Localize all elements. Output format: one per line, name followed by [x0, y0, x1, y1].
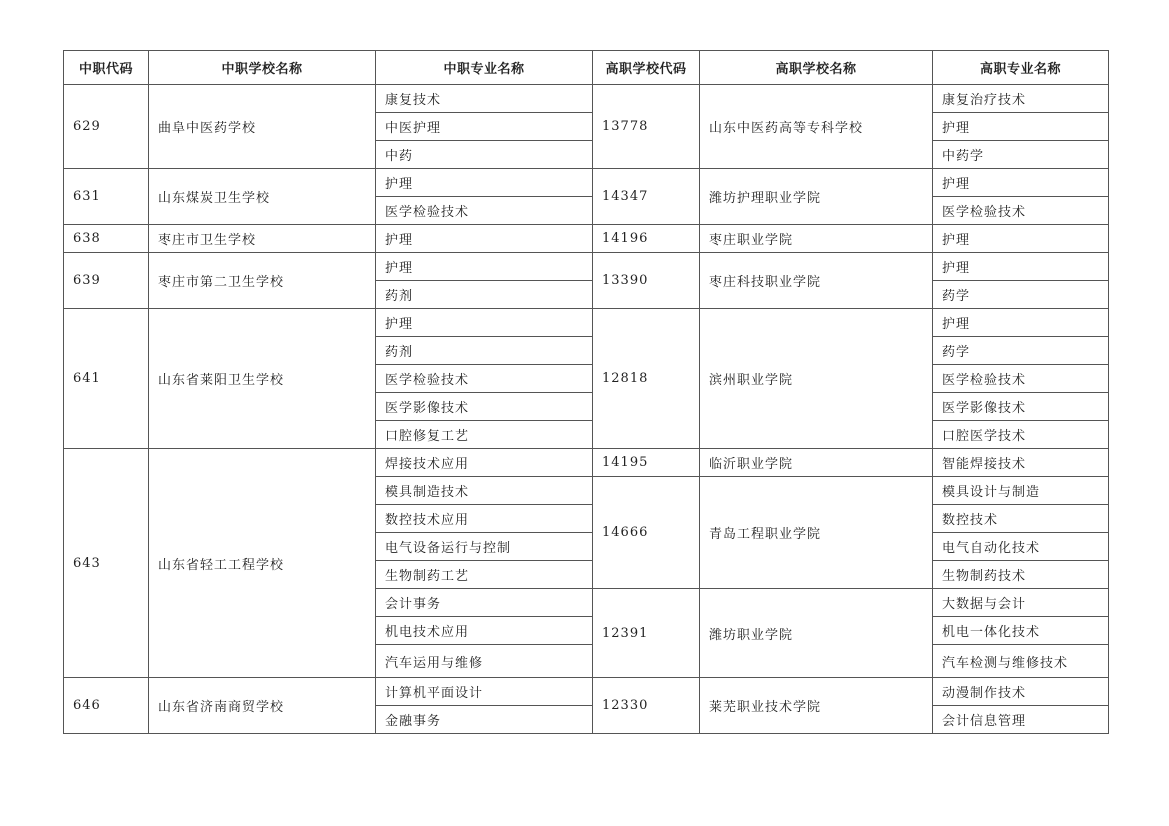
- secondary-major-cell: 口腔修复工艺: [376, 421, 593, 449]
- higher-major-cell: 护理: [933, 253, 1109, 281]
- higher-major-cell: 模具设计与制造: [933, 477, 1109, 505]
- secondary-school-cell: 山东省轻工工程学校: [149, 449, 376, 678]
- higher-school-cell: 莱芜职业技术学院: [700, 678, 933, 734]
- higher-school-cell: 山东中医药高等专科学校: [700, 85, 933, 169]
- higher-major-cell: 护理: [933, 309, 1109, 337]
- higher-major-cell: 智能焊接技术: [933, 449, 1109, 477]
- higher-major-cell: 电气自动化技术: [933, 533, 1109, 561]
- header-row: [64, 51, 1109, 85]
- secondary-major-cell: 护理: [376, 253, 593, 281]
- higher-major-cell: 医学影像技术: [933, 393, 1109, 421]
- higher-major-cell: 机电一体化技术: [933, 617, 1109, 645]
- header-higher-major: 高职专业名称: [933, 51, 1109, 85]
- higher-major-cell: 药学: [933, 281, 1109, 309]
- table-row: [64, 678, 1109, 706]
- secondary-code-cell: 639: [64, 253, 149, 309]
- higher-major-cell: 康复治疗技术: [933, 85, 1109, 113]
- table-row: [64, 309, 1109, 337]
- table-body: [64, 85, 1109, 734]
- higher-major-cell: 会计信息管理: [933, 706, 1109, 734]
- secondary-major-cell: 医学检验技术: [376, 365, 593, 393]
- higher-major-cell: 汽车检测与维修技术: [933, 645, 1109, 678]
- higher-major-cell: 药学: [933, 337, 1109, 365]
- higher-school-cell: 临沂职业学院: [700, 449, 933, 477]
- higher-major-cell: 医学检验技术: [933, 365, 1109, 393]
- higher-code-cell: 13778: [593, 85, 700, 169]
- articulation-table: [63, 50, 1109, 734]
- higher-school-cell: 滨州职业学院: [700, 309, 933, 449]
- higher-school-cell: 青岛工程职业学院: [700, 477, 933, 589]
- table-row: [64, 225, 1109, 253]
- secondary-major-cell: 会计事务: [376, 589, 593, 617]
- higher-major-cell: 护理: [933, 113, 1109, 141]
- secondary-major-cell: 中医护理: [376, 113, 593, 141]
- higher-school-cell: 潍坊职业学院: [700, 589, 933, 678]
- secondary-code-cell: 646: [64, 678, 149, 734]
- secondary-code-cell: 629: [64, 85, 149, 169]
- secondary-school-cell: 枣庄市第二卫生学校: [149, 253, 376, 309]
- higher-code-cell: 14666: [593, 477, 700, 589]
- higher-school-cell: 枣庄职业学院: [700, 225, 933, 253]
- table-row: [64, 253, 1109, 281]
- secondary-major-cell: 护理: [376, 309, 593, 337]
- secondary-major-cell: 药剂: [376, 337, 593, 365]
- higher-code-cell: 14196: [593, 225, 700, 253]
- higher-major-cell: 口腔医学技术: [933, 421, 1109, 449]
- higher-major-cell: 护理: [933, 169, 1109, 197]
- higher-code-cell: 13390: [593, 253, 700, 309]
- secondary-major-cell: 生物制药工艺: [376, 561, 593, 589]
- higher-code-cell: 14347: [593, 169, 700, 225]
- header-higher-code: 高职学校代码: [593, 51, 700, 85]
- secondary-major-cell: 计算机平面设计: [376, 678, 593, 706]
- secondary-code-cell: 638: [64, 225, 149, 253]
- header-secondary-school: 中职学校名称: [149, 51, 376, 85]
- secondary-major-cell: 汽车运用与维修: [376, 645, 593, 678]
- higher-major-cell: 大数据与会计: [933, 589, 1109, 617]
- higher-major-cell: 动漫制作技术: [933, 678, 1109, 706]
- secondary-major-cell: 模具制造技术: [376, 477, 593, 505]
- secondary-code-cell: 643: [64, 449, 149, 678]
- secondary-major-cell: 医学影像技术: [376, 393, 593, 421]
- secondary-school-cell: 枣庄市卫生学校: [149, 225, 376, 253]
- table-header: [64, 51, 1109, 85]
- higher-school-cell: 潍坊护理职业学院: [700, 169, 933, 225]
- secondary-code-cell: 641: [64, 309, 149, 449]
- higher-major-cell: 数控技术: [933, 505, 1109, 533]
- secondary-code-cell: 631: [64, 169, 149, 225]
- higher-code-cell: 12391: [593, 589, 700, 678]
- higher-major-cell: 中药学: [933, 141, 1109, 169]
- higher-school-cell: 枣庄科技职业学院: [700, 253, 933, 309]
- secondary-school-cell: 山东省莱阳卫生学校: [149, 309, 376, 449]
- secondary-school-cell: 山东省济南商贸学校: [149, 678, 376, 734]
- table-row: [64, 449, 1109, 477]
- secondary-school-cell: 曲阜中医药学校: [149, 85, 376, 169]
- table-row: [64, 85, 1109, 113]
- secondary-major-cell: 数控技术应用: [376, 505, 593, 533]
- higher-code-cell: 14195: [593, 449, 700, 477]
- header-higher-school: 高职学校名称: [700, 51, 933, 85]
- secondary-major-cell: 金融事务: [376, 706, 593, 734]
- secondary-major-cell: 护理: [376, 225, 593, 253]
- secondary-major-cell: 康复技术: [376, 85, 593, 113]
- higher-major-cell: 医学检验技术: [933, 197, 1109, 225]
- higher-code-cell: 12330: [593, 678, 700, 734]
- table-row: [64, 169, 1109, 197]
- higher-major-cell: 生物制药技术: [933, 561, 1109, 589]
- higher-major-cell: 护理: [933, 225, 1109, 253]
- secondary-school-cell: 山东煤炭卫生学校: [149, 169, 376, 225]
- secondary-major-cell: 药剂: [376, 281, 593, 309]
- secondary-major-cell: 电气设备运行与控制: [376, 533, 593, 561]
- header-secondary-code: 中职代码: [64, 51, 149, 85]
- secondary-major-cell: 焊接技术应用: [376, 449, 593, 477]
- secondary-major-cell: 护理: [376, 169, 593, 197]
- higher-code-cell: 12818: [593, 309, 700, 449]
- secondary-major-cell: 机电技术应用: [376, 617, 593, 645]
- header-secondary-major: 中职专业名称: [376, 51, 593, 85]
- secondary-major-cell: 医学检验技术: [376, 197, 593, 225]
- secondary-major-cell: 中药: [376, 141, 593, 169]
